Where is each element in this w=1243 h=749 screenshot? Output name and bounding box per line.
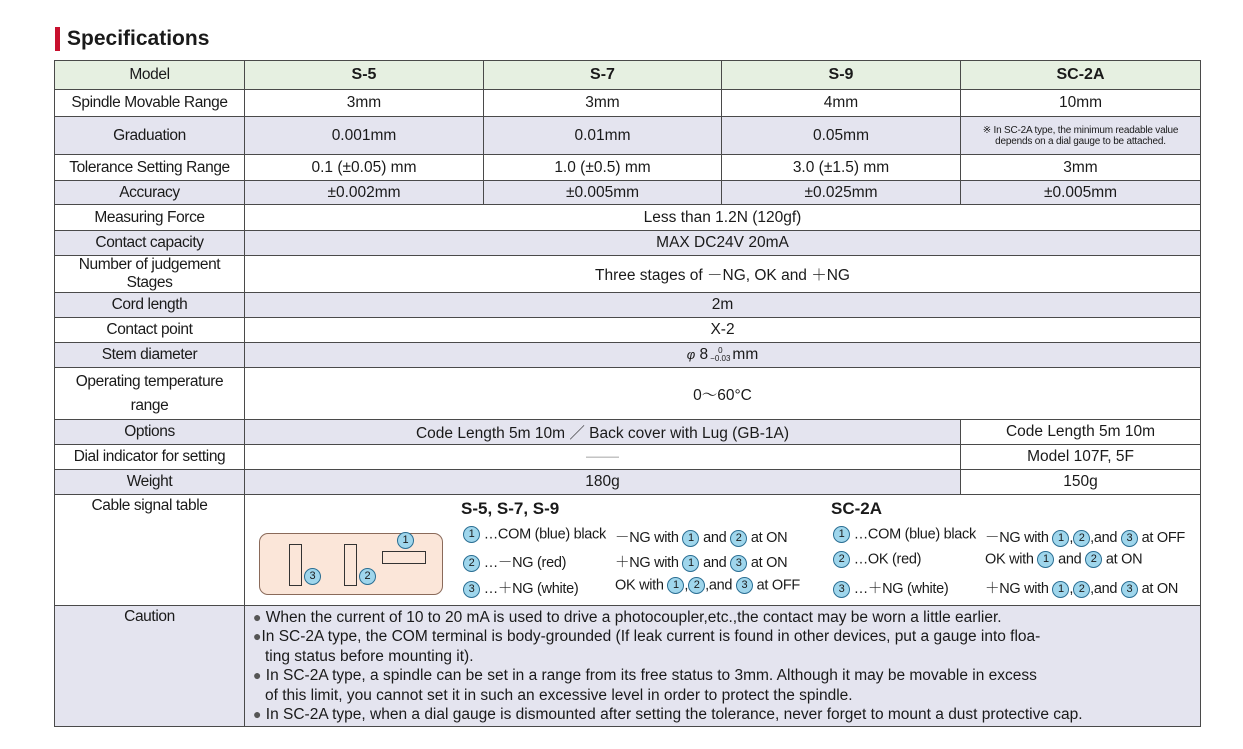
left-result-2-post: at ON: [750, 555, 788, 571]
label-caution: Caution: [55, 606, 245, 727]
caution-item-3: [253, 666, 1200, 685]
label-force: Measuring Force: [55, 205, 245, 231]
bullet-icon: ●: [253, 667, 262, 684]
label-contact-point: Contact point: [55, 318, 245, 343]
left-result-1-post: at ON: [750, 530, 788, 546]
cell-cable: [245, 495, 1201, 606]
cell-spindle-s9: 4mm: [722, 90, 961, 117]
bullet-icon: ●: [253, 609, 262, 625]
graduation-note-line2: depends on a dial gauge to be attached.: [995, 135, 1166, 147]
label-stages: Number of judgement Stages: [55, 256, 245, 293]
left-wire-2-text: …－NG (red): [483, 555, 567, 571]
left-result-3-post: at OFF: [756, 577, 800, 594]
left-wire-1: [463, 526, 606, 543]
row-accuracy: [55, 181, 1201, 205]
row-cord: [55, 293, 1201, 318]
badge-1: 1: [1052, 581, 1069, 598]
cable-right-heading: SC-2A: [831, 499, 883, 518]
cell-spindle-sc2a: 10mm: [961, 90, 1201, 117]
cell-weight-left: 180g: [245, 470, 961, 495]
caution-item-2: [253, 627, 1200, 646]
cell-spindle-s5: 3mm: [245, 90, 484, 117]
cell-graduation-s9: 0.05mm: [722, 117, 961, 155]
badge-1: 1: [667, 577, 684, 594]
bullet-icon: ●: [253, 628, 262, 645]
left-result-1-mid: and: [703, 530, 727, 546]
left-result-2-mid: and: [703, 555, 727, 571]
row-stem: [55, 343, 1201, 368]
page-title: Specifications: [67, 27, 210, 50]
right-result-1-mid: ,and: [1090, 530, 1118, 546]
cell-tolerance-s9: 3.0 (±1.5) mm: [722, 155, 961, 181]
row-contact-capacity: [55, 231, 1201, 256]
cell-accuracy-sc2a: ±0.005mm: [961, 181, 1201, 205]
right-wire-3: [833, 577, 948, 598]
cell-options-left: Code Length 5m 10m ／ Back cover with Lug (GB-1A): [245, 420, 961, 445]
right-result-1: [985, 526, 1185, 547]
right-wire-1-text: …COM (blue) black: [853, 526, 976, 543]
right-result-2: [985, 551, 1142, 568]
cell-contact-point: X-2: [245, 318, 1201, 343]
right-wire-2: [833, 551, 921, 568]
right-result-3-mid: ,and: [1090, 581, 1118, 597]
cell-graduation-s5: 0.001mm: [245, 117, 484, 155]
badge-2: 2: [463, 555, 480, 572]
cell-stages: Three stages of －NG, OK and ＋NG: [245, 256, 1201, 293]
label-cable: Cable signal table: [55, 495, 245, 606]
stem-base: 8: [699, 346, 709, 363]
label-temperature: [55, 368, 245, 420]
label-cord: Cord length: [55, 293, 245, 318]
label-graduation: Graduation: [55, 117, 245, 155]
row-cable: [55, 495, 1201, 606]
caution-item-2-cont: ting status before mounting it).: [265, 647, 474, 665]
caution-item-1-text: When the current of 10 to 20 mA is used to drive a photocoupler,etc.,the contact may be worn a little earlier.: [265, 609, 1002, 626]
header-s7: S-7: [484, 61, 722, 90]
cell-spindle-s7: 3mm: [484, 90, 722, 117]
cell-accuracy-s5: ±0.002mm: [245, 181, 484, 205]
label-weight: Weight: [55, 470, 245, 495]
cell-tolerance-sc2a: 3mm: [961, 155, 1201, 181]
row-caution: [55, 606, 1201, 727]
diagram-badge-3: 3: [304, 568, 321, 585]
label-stem: Stem diameter: [55, 343, 245, 368]
left-result-2: [615, 551, 787, 572]
badge-1: 1: [1052, 530, 1069, 547]
caution-item-3-cont: of this limit, you cannot set it in such an excessive level in order to protect the spindle.: [265, 686, 853, 704]
left-result-3-mid: ,and: [705, 577, 733, 594]
row-contact-point: [55, 318, 1201, 343]
badge-3: 3: [463, 581, 480, 598]
comma: ,: [1069, 530, 1074, 546]
right-result-3: [985, 577, 1178, 598]
right-result-1-post: at OFF: [1141, 530, 1185, 546]
left-wire-2: [463, 551, 566, 572]
left-result-3-pre: OK with: [615, 577, 664, 594]
cell-graduation-s7: 0.01mm: [484, 117, 722, 155]
badge-2: 2: [1073, 530, 1090, 547]
left-result-2-pre: ＋NG with: [615, 555, 679, 571]
row-weight: [55, 470, 1201, 495]
row-graduation: [55, 117, 1201, 155]
row-force: [55, 205, 1201, 231]
row-spindle: [55, 90, 1201, 117]
right-result-2-pre: OK with: [985, 551, 1034, 568]
badge-1: 1: [682, 530, 699, 547]
cell-dial-left: ———: [245, 445, 961, 470]
cell-accuracy-s7: ±0.005mm: [484, 181, 722, 205]
terminal-diagram: [259, 533, 443, 595]
right-result-3-pre: ＋NG with: [985, 581, 1049, 597]
right-result-1-pre: －NG with: [985, 530, 1049, 546]
right-result-3-post: at ON: [1141, 581, 1179, 597]
spec-table: [54, 60, 1201, 727]
left-wire-3: [463, 577, 578, 598]
title-accent-bar: [55, 27, 60, 51]
left-wire-1-text: …COM (blue) black: [483, 526, 606, 543]
right-result-2-mid: and: [1058, 551, 1082, 568]
badge-1: 1: [833, 526, 850, 543]
label-temperature-line2: range: [130, 396, 169, 414]
row-stages: [55, 256, 1201, 293]
row-dial: [55, 445, 1201, 470]
row-temperature: [55, 368, 1201, 420]
header-row: [55, 61, 1201, 90]
stem-upper-tol: 0: [718, 345, 723, 355]
label-spindle: Spindle Movable Range: [55, 90, 245, 117]
caution-item-3-text: In SC-2A type, a spindle can be set in a range from its free status to 3mm. Although it may be movable in excess: [265, 667, 1037, 685]
header-s9: S-9: [722, 61, 961, 90]
badge-3: 3: [1121, 581, 1138, 598]
right-result-2-post: at ON: [1105, 551, 1143, 568]
header-model: Model: [55, 61, 245, 90]
left-wire-3-text: …＋NG (white): [483, 581, 579, 597]
badge-1: 1: [1037, 551, 1054, 568]
right-wire-1: [833, 526, 976, 543]
label-contact-capacity: Contact capacity: [55, 231, 245, 256]
badge-3: 3: [736, 577, 753, 594]
cell-tolerance-s5: 0.1 (±0.05) mm: [245, 155, 484, 181]
caution-item-4-text: In SC-2A type, when a dial gauge is dismounted after setting the tolerance, never forget to mount a dust protective cap.: [265, 706, 1083, 724]
label-dial: Dial indicator for setting: [55, 445, 245, 470]
cell-caution: [245, 606, 1201, 727]
row-tolerance: [55, 155, 1201, 181]
cell-cord: 2m: [245, 293, 1201, 318]
badge-3: 3: [833, 581, 850, 598]
cell-weight-right: 150g: [961, 470, 1201, 495]
left-result-1-pre: －NG with: [615, 530, 679, 546]
caution-item-4: [253, 705, 1200, 724]
badge-2: 2: [730, 530, 747, 547]
label-options: Options: [55, 420, 245, 445]
left-result-1: [615, 526, 787, 547]
terminal-2-shape: [344, 544, 357, 586]
terminal-1-shape: [382, 551, 426, 564]
stem-unit: mm: [732, 346, 759, 363]
bullet-icon: ●: [253, 706, 262, 723]
row-options: [55, 420, 1201, 445]
badge-2: 2: [1085, 551, 1102, 568]
badge-3: 3: [1121, 530, 1138, 547]
cell-tolerance-s7: 1.0 (±0.5) mm: [484, 155, 722, 181]
badge-2: 2: [688, 577, 705, 594]
badge-1: 1: [463, 526, 480, 543]
badge-2: 2: [833, 551, 850, 568]
label-temperature-line1: Operating temperature: [75, 372, 224, 390]
cell-temperature: 0～60°C: [245, 368, 1201, 420]
badge-1: 1: [682, 555, 699, 572]
comma: ,: [684, 577, 689, 594]
cell-accuracy-s9: ±0.025mm: [722, 181, 961, 205]
badge-3: 3: [730, 555, 747, 572]
stem-phi: φ: [686, 347, 696, 362]
cell-force: Less than 1.2N (120gf): [245, 205, 1201, 231]
comma: ,: [1069, 581, 1074, 597]
cell-graduation-sc2a: [961, 117, 1201, 155]
header-sc2a: SC-2A: [961, 61, 1201, 90]
cable-left-heading: S-5, S-7, S-9: [461, 499, 560, 518]
cell-contact-capacity: MAX DC24V 20mA: [245, 231, 1201, 256]
right-wire-2-text: …OK (red): [853, 551, 922, 568]
cell-dial-right: Model 107F, 5F: [961, 445, 1201, 470]
label-accuracy: Accuracy: [55, 181, 245, 205]
right-wire-3-text: …＋NG (white): [853, 581, 949, 597]
diagram-badge-2: 2: [359, 568, 376, 585]
diagram-badge-1: 1: [397, 532, 414, 549]
cell-stem: [245, 343, 1201, 368]
caution-item-2-text: In SC-2A type, the COM terminal is body-grounded (If leak current is found in other devices, put a gauge into floa-: [261, 628, 1041, 646]
terminal-3-shape: [289, 544, 302, 586]
stem-lower-tol: −0.03: [710, 353, 731, 363]
caution-item-1: [253, 608, 1200, 627]
header-s5: S-5: [245, 61, 484, 90]
cell-options-right: Code Length 5m 10m: [961, 420, 1201, 445]
section-title: [55, 26, 209, 52]
label-tolerance: Tolerance Setting Range: [55, 155, 245, 181]
left-result-3: [615, 577, 800, 594]
graduation-note-line1: ※ In SC-2A type, the minimum readable value: [982, 124, 1179, 136]
badge-2: 2: [1073, 581, 1090, 598]
